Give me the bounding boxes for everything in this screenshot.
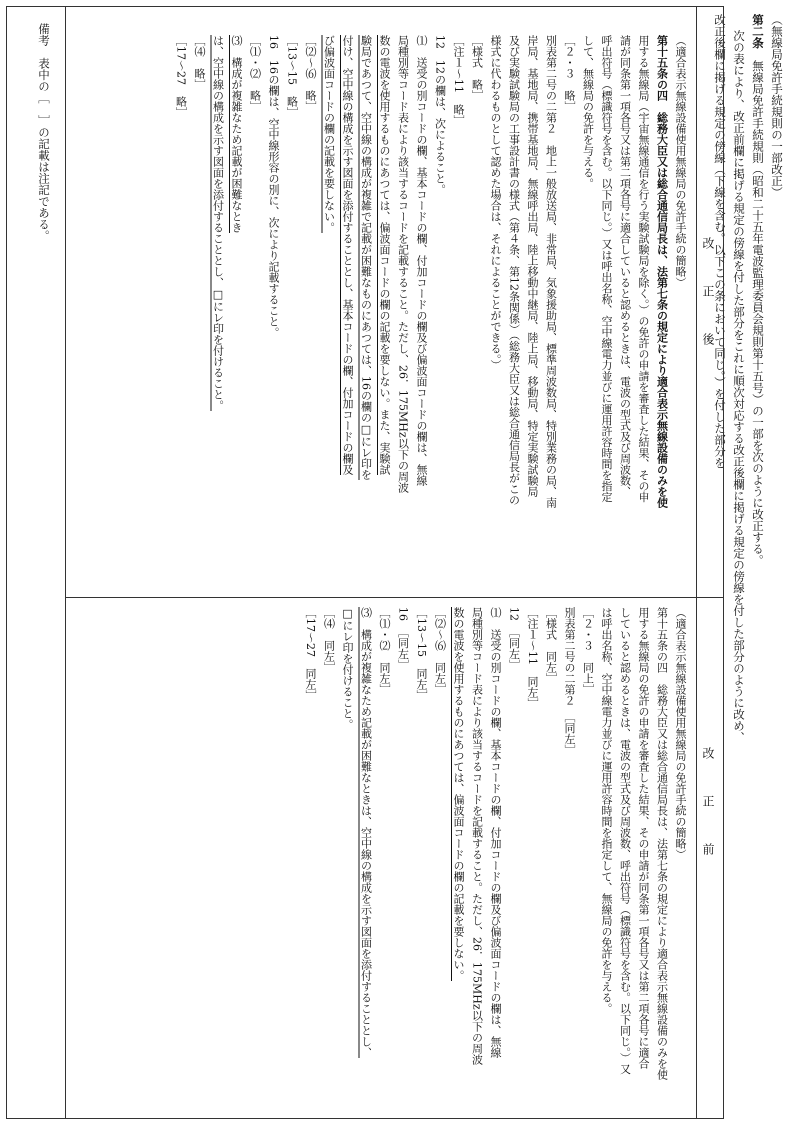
- after-line: 12 12の欄は、次によること。: [433, 35, 447, 195]
- after-line: び偏波面コードの欄の記載を要しない。: [322, 35, 336, 233]
- before-header: 改 正 前: [701, 747, 715, 855]
- remark-text: 備考 表中の［ ］の記載は注記である。: [37, 23, 51, 242]
- intro-line-2: 次の表により、改正前欄に掲げる規定の傍線を付した部分をこれに順次対応する改正後欄に掲げる規定の傍線を付した部分のように改め、: [732, 30, 746, 743]
- before-line: ［13～15 同左］: [415, 607, 428, 701]
- after-line: 第十五条の四 総務大臣又は総合通信局長は、法第七条の規定により適合表示無線設備のみを使: [655, 35, 669, 508]
- before-body: [301, 607, 690, 1112]
- before-line: ［⑴・⑵ 同左］: [378, 607, 391, 695]
- after-column: [66, 7, 723, 598]
- before-line: ［⑷ 同左］: [322, 607, 336, 673]
- before-line: ［注１～11 同左］: [526, 607, 539, 709]
- article-label: 第二条: [751, 14, 765, 49]
- after-body: [171, 35, 689, 590]
- after-line: ［⑷ 略］: [193, 35, 206, 90]
- after-line: ⑴ 送受の別コードの欄、基本コードの欄、付加コードの欄及び偏波面コードの欄は、無線: [415, 35, 428, 486]
- after-line: 16 16の欄は、空中線形容の別に、次により記載すること。: [267, 35, 280, 338]
- after-line: ［注１～11 略］: [452, 35, 465, 126]
- before-line: ［17～27 同左］: [304, 607, 317, 701]
- intro-article: [748, 14, 767, 1114]
- before-line: は呼出名称、空中線電力並びに運用許容時間を指定して、無線局の免許を与える。: [600, 607, 613, 1014]
- after-line: して、無線局の免許を与える。: [581, 35, 595, 189]
- after-line: 及び実験試験局の工事設計書の様式（第４条、第12条関係）（総務大臣又は総合通信局長がこの: [507, 35, 521, 506]
- before-line: 12 ［同左］: [507, 607, 521, 671]
- before-line: 用する無線局の免許の申請を審査した結果、その申請が同条第一項各号又は第二項各号に適合: [637, 607, 650, 1069]
- after-header: 改 正 後: [701, 237, 715, 345]
- intro-line-3: 改正後欄に掲げる規定の傍線（下線を含む。以下この条において同じ。）を付した部分を: [713, 14, 727, 469]
- after-line: ［⑵～⑹ 略］: [304, 35, 317, 112]
- after-line: 様式に代わるものとして認めた場合は、それによることができる。）: [489, 35, 502, 371]
- before-line: ［⑵～⑹ 同左］: [433, 607, 447, 695]
- after-line: ［13～15 略］: [285, 35, 299, 118]
- after-line: ［様式 略］: [470, 35, 484, 101]
- after-line: 岸局、基地局、携帯基地局、無線呼出局、陸上移動中継局、陸上局、移動局、特定実験試験局: [526, 35, 539, 497]
- before-line: ⑴ 送受の別コードの欄、基本コードの欄、付加コードの欄及び偏波面コードの欄は、無線: [489, 607, 502, 1058]
- before-line: □にレ印を付けること。: [341, 607, 354, 730]
- article-text: 無線局免許手続規則（昭和二十五年電波監理委員会規則第十五号）の一部を次のように改正する。: [751, 60, 765, 566]
- before-column: [66, 597, 723, 1118]
- after-line: 用する無線局（宇宙無線通信を行う実験試験局を除く。）の免許の申請を審査した結果、その申: [637, 35, 650, 503]
- after-line: は、空中線の構成を示す図面を添付することとし、□にレ印を付けること。: [211, 35, 225, 411]
- intro-title: （無線局免許手続規則の一部改正）: [770, 14, 784, 198]
- before-line: 数の電波を使用するものにあつては、偏波面コードの欄の記載を要しない。: [452, 607, 465, 981]
- remark-cell: [7, 7, 65, 1118]
- after-line: 局種別等コード表により該当するコードを記載すること。ただし、26．175MHz以下の周波: [396, 35, 410, 493]
- before-line: ［２・３ 同上］: [581, 607, 595, 695]
- before-line: ［様式 同左］: [544, 607, 558, 684]
- after-header-cell: [696, 7, 723, 597]
- after-line: 験局であつて、空中線の構成が複雑で記載が困難なものにあつては、16の欄の□にレ印を: [359, 35, 373, 480]
- after-line: 請が同条第一項各号又は第二項各号に適合していると認めるときは、電波の型式及び周波数、: [618, 35, 632, 497]
- before-line: （適合表示無線設備使用無線局の免許手続の簡略）: [674, 607, 687, 860]
- before-line: ⑶ 構成が複雑なため記載が困難なときは、空中線の構成を示す図面を添付することとし、: [359, 607, 373, 1058]
- after-line: ［２・３ 略］: [563, 35, 576, 112]
- after-line: ［17～27 略］: [174, 35, 188, 118]
- after-line: 付け、空中線の構成を示す図面を添付することとし、基本コードの欄、付加コードの欄及: [341, 35, 354, 475]
- before-line: 16 ［同左］: [396, 607, 410, 671]
- after-line: 数の電波を使用するものにあつては、偏波面コードの欄の記載を要しない。また、実験試: [378, 35, 391, 475]
- after-line: ⑶ 構成が複雑なため記載が困難なとき: [230, 35, 243, 233]
- after-line: ［⑴・⑵ 略］: [248, 35, 262, 112]
- before-header-cell: [696, 597, 723, 1118]
- before-line: 別表第二号の二第２ ［同左］: [563, 607, 576, 756]
- after-line: 別表第二号の二第２ 地上一般放送局、非常局、気象援助局、標準周波数局、特別業務の局、南: [544, 35, 558, 508]
- before-line: していると認めるときは、電波の型式及び周波数、呼出符号（標識符号を含む。以下同じ。）又: [618, 607, 632, 1075]
- before-line: 局種別等コード表により該当するコードを記載すること。ただし、26．175MHz以下の周波: [470, 607, 484, 1065]
- after-line: 呼出符号（標識符号を含む。以下同じ。）又は呼出名称、空中線電力並びに運用許容時間を指定: [600, 35, 613, 503]
- comparison-table: [6, 6, 724, 1119]
- before-line: 第十五条の四 総務大臣又は総合通信局長は、法第七条の規定により適合表示無線設備のみを使: [655, 607, 669, 1080]
- after-line: （適合表示無線設備使用無線局の免許手続の簡略）: [674, 35, 687, 288]
